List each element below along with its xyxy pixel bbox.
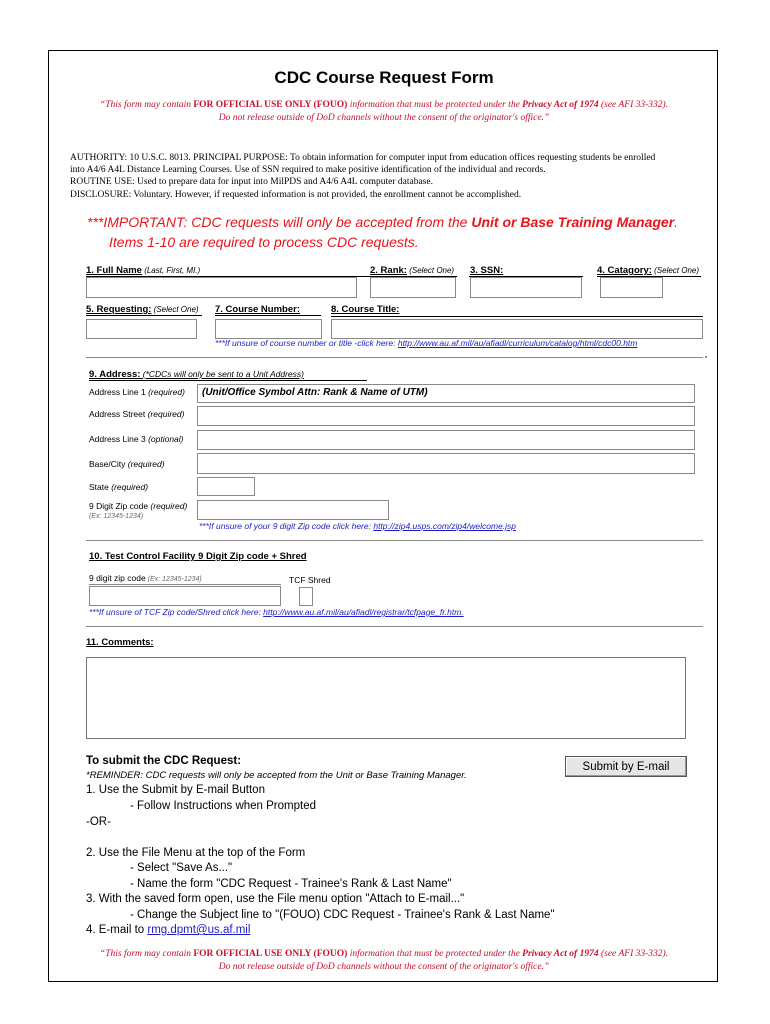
tcf-shred-label: TCF Shred <box>289 575 331 585</box>
fouo-notice-bottom: “This form may contain FOR OFFICIAL USE ONLY (FOUO) information that must be protected under the Privacy Act of 1974 (see AFI 33-332). Do not release outside of DoD channels without the consent of the originator's office.” <box>99 949 669 972</box>
rank-label: 2. Rank: (Select One) <box>370 265 455 276</box>
zip-example: (Ex: 12345-1234) <box>89 513 144 520</box>
important-notice: ***IMPORTANT: CDC requests will only be accepted from the Unit or Base Training Manager. Items 1-10 are required to process CDC requests. <box>87 214 679 250</box>
tcf-shred-input[interactable] <box>299 587 313 606</box>
instruction-step2b: - Name the form "CDC Request - Trainee's Rank & Last Name" <box>130 878 452 890</box>
ssn-label: 3. SSN: <box>470 265 504 276</box>
full-name-label: 1. Full Name (Last, First, MI.) <box>86 265 201 276</box>
address-street-input[interactable] <box>197 406 695 426</box>
instruction-step2a: - Select "Save As..." <box>130 862 233 874</box>
instruction-step2: 2. Use the File Menu at the top of the Form <box>86 847 306 859</box>
email-link[interactable]: rmg.dpmt@us.af.mil <box>147 924 251 936</box>
course-title-rule <box>331 316 703 317</box>
address-line3-input[interactable] <box>197 430 695 450</box>
tcf-heading: 10. Test Control Facility 9 Digit Zip code + Shred <box>89 551 307 562</box>
ssn-input[interactable] <box>470 277 582 298</box>
zip-lookup-link[interactable]: http://zip4.usps.com/zip4/welcome.jsp <box>373 521 517 531</box>
course-title-input[interactable] <box>331 319 703 339</box>
category-label: 4. Catagory: (Select One) <box>597 265 700 276</box>
form-page <box>48 50 718 982</box>
instruction-step3: 3. With the saved form open, use the File menu option "Attach to E-mail..." <box>86 893 465 905</box>
form-title: CDC Course Request Form <box>274 68 494 87</box>
full-name-input[interactable] <box>86 277 357 298</box>
tcf-zip-label: 9 digit zip code (Ex: 12345-1234) <box>89 573 202 583</box>
tcf-zip-input[interactable] <box>89 586 281 606</box>
zip-input[interactable] <box>197 500 389 520</box>
state-label: State (required) <box>89 482 149 492</box>
address-heading-rule <box>89 380 367 381</box>
submit-reminder: *REMINDER: CDC requests will only be accepted from the Unit or Base Training Manager. <box>86 770 467 781</box>
address-heading: 9. Address: (*CDCs will only be sent to a Unit Address) <box>89 369 304 380</box>
base-city-label: Base/City (required) <box>89 459 165 469</box>
submit-by-email-button[interactable]: Submit by E-mail <box>565 756 687 777</box>
course-catalog-hint: ***If unsure of course number or title -click here: http://www.au.af.mil/au/afiadl/curriculum/catalog/html/cdc00.htm <box>215 338 638 348</box>
requesting-select[interactable] <box>86 319 197 339</box>
instruction-step1: 1. Use the Submit by E-mail Button <box>86 784 265 796</box>
zip-label: 9 Digit Zip code (required) <box>89 501 188 511</box>
category-select[interactable] <box>600 277 663 298</box>
comments-label: 11. Comments: <box>86 637 154 648</box>
divider-dot <box>705 356 707 358</box>
address-line3-label: Address Line 3 (optional) <box>89 434 184 444</box>
tcf-zip-rule <box>89 584 281 585</box>
course-number-label: 7. Course Number: <box>215 304 300 315</box>
course-catalog-link[interactable]: http://www.au.af.mil/au/afiadl/curriculum/catalog/html/cdc00.htm <box>397 338 638 348</box>
address-line1-input[interactable]: (Unit/Office Symbol Attn: Rank & Name of UTM) <box>197 384 695 403</box>
fouo-notice-top: “This form may contain FOR OFFICIAL USE ONLY (FOUO) information that must be protected under the Privacy Act of 1974 (see AFI 33-332). Do not release outside of DoD channels without the consent of the originator's office.” <box>99 100 669 123</box>
comments-textarea[interactable] <box>86 657 686 739</box>
course-number-rule <box>215 315 321 316</box>
requesting-label: 5. Requesting: (Select One) <box>86 304 199 315</box>
submit-heading: To submit the CDC Request: <box>86 755 242 767</box>
section-divider-2 <box>86 540 703 541</box>
instruction-or: -OR- <box>86 816 111 828</box>
course-title-label: 8. Course Title: <box>331 304 400 315</box>
instruction-step4: 4. E-mail to rmg.dpmt@us.af.mil <box>86 924 251 936</box>
course-number-input[interactable] <box>215 319 322 339</box>
tcf-lookup-hint: ***If unsure of TCF Zip code/Shred click here: http://www.au.af.mil/au/afiadl/registrar/tcfpage_fr.htm. <box>89 607 464 617</box>
state-input[interactable] <box>197 477 255 496</box>
instruction-step3a: - Change the Subject line to "(FOUO) CDC Request - Trainee's Rank & Last Name" <box>130 909 555 921</box>
address-street-label: Address Street (required) <box>89 409 185 419</box>
address-line1-label: Address Line 1 (required) <box>89 387 185 397</box>
base-city-input[interactable] <box>197 453 695 474</box>
privacy-authority-statement: AUTHORITY: 10 U.S.C. 8013. PRINCIPAL PURPOSE: To obtain information for computer input from education offices requesting students be enrolled into A4/6 A4L Distance Learning Courses. Use of SSN required to make positive identification of the individual and records. ROUTINE USE: Used to prepare data for input into MilPDS and A4/6 A4L computer database. DISCLOSURE: Voluntary. However, if requested information is not provided, the enrollment cannot be accomplished. <box>70 153 656 200</box>
section-divider-1 <box>86 357 703 358</box>
rank-select[interactable] <box>370 277 456 298</box>
instruction-step1a: - Follow Instructions when Prompted <box>130 800 316 812</box>
section-divider-3 <box>86 626 703 627</box>
requesting-rule <box>86 315 202 316</box>
tcf-lookup-link[interactable]: http://www.au.af.mil/au/afiadl/registrar/tcfpage_fr.htm. <box>263 607 464 617</box>
zip-lookup-hint: ***If unsure of your 9 digit Zip code click here: http://zip4.usps.com/zip4/welcome.jsp <box>199 521 517 531</box>
